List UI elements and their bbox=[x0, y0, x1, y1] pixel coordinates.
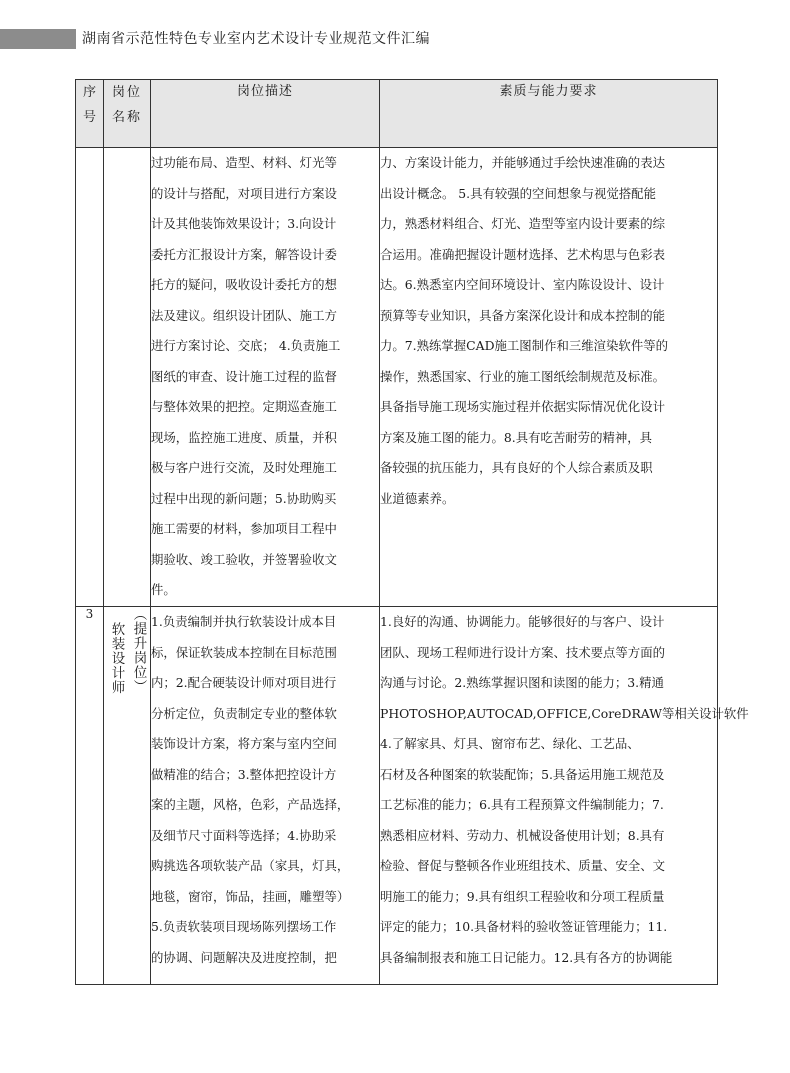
row-number bbox=[76, 148, 104, 607]
req-line: 检验、督促与整顿各作业班组技术、质量、安全、文 bbox=[380, 858, 665, 873]
desc-line: 地毯，窗帘，饰品，挂画，雕塑等） bbox=[151, 888, 350, 904]
desc-line: 施工需要的材料，参加项目工程中 bbox=[151, 521, 337, 536]
header-num-line2: 号 bbox=[82, 110, 96, 125]
desc-line: 极与客户进行交流，及时处理施工 bbox=[151, 460, 337, 475]
req-line: 具备编制报表和施工日记能力。12.具有各方的协调能 bbox=[380, 949, 673, 965]
req-line: 业道德素养。 bbox=[380, 490, 455, 506]
req-line: 4.了解家具、灯具、窗帘布艺、绿化、工艺品、 bbox=[380, 736, 640, 751]
header-req-label: 素质与能力要求 bbox=[499, 84, 598, 99]
header-desc bbox=[151, 80, 380, 148]
req-line: 石材及各种图案的软装配饰；5.具备运用施工规范及 bbox=[380, 766, 665, 782]
req-line: 力，熟悉材料组合、灯光、造型等室内设计要素的综 bbox=[380, 216, 665, 231]
desc-line: 件。 bbox=[151, 582, 176, 597]
req-line: 力。7.熟练掌握CAD施工图制作和三维渲染软件等的 bbox=[380, 338, 668, 353]
position-title: 软装设计师 bbox=[108, 621, 125, 694]
desc-line: 装饰设计方案，将方案与室内空间 bbox=[151, 736, 337, 751]
desc-line: 计及其他装饰效果设计；3.向设计 bbox=[151, 216, 337, 231]
desc-line: 期验收、竣工验收，并签署验收文 bbox=[151, 551, 337, 567]
header-name-line1: 岗位 bbox=[112, 85, 143, 100]
req-line: 力、方案设计能力，并能够通过手绘快速准确的表达 bbox=[380, 155, 665, 170]
desc-line: 5.负责软装项目现场陈列摆场工作 bbox=[151, 919, 337, 934]
table-row bbox=[76, 148, 718, 607]
req-line: 明施工的能力；9.具有组织工程验收和分项工程质量 bbox=[380, 888, 665, 904]
desc-line: 法及建议。组织设计团队、施工方 bbox=[151, 307, 337, 323]
row-number: 3 bbox=[76, 607, 104, 985]
req-line: 方案及施工图的能力。8.具有吃苦耐劳的精神，具 bbox=[380, 429, 653, 445]
desc-line: 的协调、问题解决及进度控制，把 bbox=[151, 949, 337, 965]
req-line: 达。6.熟悉室内空间环境设计、室内陈设设计、设计 bbox=[380, 277, 665, 292]
running-header-title: 湖南省示范性特色专业室内艺术设计专业规范文件汇编 bbox=[82, 31, 430, 47]
desc-line: 托方的疑问，吸收设计委托方的想 bbox=[151, 277, 337, 292]
req-line: 评定的能力；10.具备材料的验收签证管理能力；11. bbox=[380, 919, 668, 934]
position-subtitle: （提升岗位） bbox=[130, 607, 147, 694]
desc-line: 分析定位，负责制定专业的整体软 bbox=[151, 705, 337, 721]
header-name-line2: 名称 bbox=[112, 110, 143, 125]
row-position bbox=[104, 148, 151, 607]
desc-line: 的设计与搭配，对项目进行方案设 bbox=[151, 185, 337, 201]
req-line: 合运用。准确把握设计题材选择、艺术构思与色彩表 bbox=[380, 246, 665, 262]
req-line: 备较强的抗压能力，具有良好的个人综合素质及职 bbox=[380, 460, 653, 475]
row-requirements bbox=[380, 148, 718, 607]
req-line: 熟悉相应材料、劳动力、机械设备使用计划；8.具有 bbox=[380, 827, 665, 843]
desc-line: 图纸的审查、设计施工过程的监督 bbox=[151, 368, 337, 384]
header-desc-label: 岗位描述 bbox=[236, 84, 293, 99]
desc-line: 委托方汇报设计方案，解答设计委 bbox=[151, 246, 337, 262]
header-bar bbox=[0, 29, 76, 49]
req-line: 预算等专业知识，具备方案深化设计和成本控制的能 bbox=[380, 307, 665, 323]
desc-line: 过程中出现的新问题；5.协助购买 bbox=[151, 490, 337, 506]
desc-line: 现场，监控施工进度、质量，并积 bbox=[151, 429, 337, 445]
req-line: 出设计概念。 5.具有较强的空间想象与视觉搭配能 bbox=[380, 185, 656, 201]
table-header-row bbox=[76, 80, 718, 148]
row-position bbox=[104, 607, 151, 985]
header-req bbox=[380, 80, 718, 148]
desc-line: 过功能布局、造型、材料、灯光等 bbox=[151, 155, 337, 170]
req-line: 1.良好的沟通、协调能力。能够很好的与客户、设计 bbox=[380, 614, 665, 629]
req-line: 工艺标准的能力；6.具有工程预算文件编制能力；7. bbox=[380, 797, 664, 812]
desc-line: 标，保证软装成本控制在目标范围 bbox=[151, 644, 337, 660]
desc-line: 内；2.配合硬装设计师对项目进行 bbox=[151, 675, 337, 690]
desc-line: 进行方案讨论、交底； 4.负责施工 bbox=[151, 338, 341, 353]
req-line: 团队、现场工程师进行设计方案、技术要点等方面的 bbox=[380, 644, 665, 660]
desc-line: 1.负责编制并执行软装设计成本目 bbox=[151, 614, 337, 629]
req-line: 沟通与讨论。2.熟练掌握识图和读图的能力；3.精通 bbox=[380, 675, 664, 690]
req-line: 操作，熟悉国家、行业的施工图纸绘制规范及标准。 bbox=[380, 368, 665, 384]
header-name bbox=[104, 80, 151, 148]
job-requirements-table bbox=[75, 79, 749, 985]
header-num bbox=[76, 80, 104, 148]
desc-line: 购挑选各项软装产品（家具，灯具， bbox=[151, 858, 350, 873]
row-description bbox=[151, 148, 380, 607]
table-row bbox=[76, 607, 718, 985]
desc-line: 及细节尺寸面料等选择；4.协助采 bbox=[151, 827, 337, 843]
desc-line: 与整体效果的把控。定期巡查施工 bbox=[151, 399, 337, 414]
desc-line: 案的主题，风格，色彩，产品选择， bbox=[151, 797, 350, 812]
req-line: 具备指导施工现场实施过程并依据实际情况优化设计 bbox=[380, 399, 665, 414]
desc-line: 做精准的结合；3.整体把控设计方 bbox=[151, 766, 337, 782]
header-num-line1: 序 bbox=[82, 85, 96, 100]
row-requirements bbox=[380, 607, 749, 985]
req-line: PHOTOSHOP,AUTOCAD,OFFICE,CoreDRAW等相关设计软件 bbox=[380, 705, 749, 721]
row-description bbox=[151, 607, 380, 985]
